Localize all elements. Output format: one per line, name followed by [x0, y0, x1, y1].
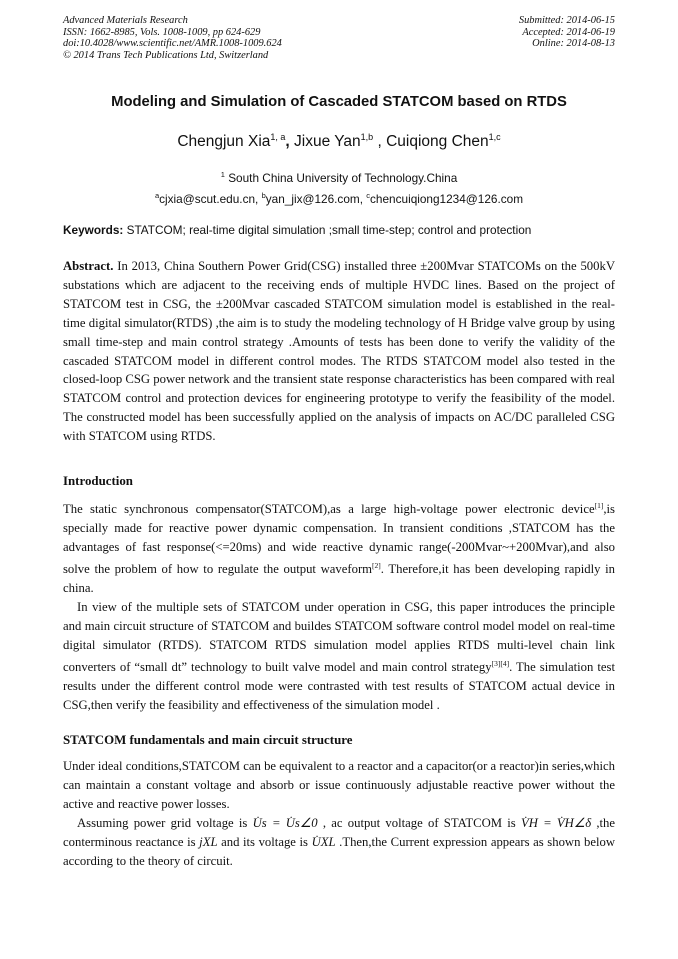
- equation-inline: U̇XL: [311, 834, 336, 849]
- section-heading-fundamentals: STATCOM fundamentals and main circuit structure: [63, 733, 353, 747]
- paper-title: Modeling and Simulation of Cascaded STATCOM based on RTDS: [111, 94, 567, 110]
- author-line: Chengjun Xia$^{1, a}$, Jixue Yan$^{1,b}$ , Cuiqiong Chen$^{1,c}$: [177, 132, 501, 151]
- keywords-text: STATCOM; real-time digital simulation ;small time-step; control and protection: [126, 223, 532, 237]
- keywords-line: [63, 223, 615, 237]
- paragraph: Under ideal conditions,STATCOM can be equivalent to a reactor and a capacitor(or a reactor)in series,which can maintain a constant voltage and absorb or issue continuously adjustable reactive power without the active and reactive power losses.: [63, 759, 615, 811]
- doi-line: doi:10.4028/www.scientific.net/AMR.1008-1009.624: [63, 38, 282, 50]
- citation-ref[interactable]: [1]: [594, 501, 604, 510]
- fundamentals-body: [63, 757, 615, 870]
- abstract-text: In 2013, China Southern Power Grid(CSG) installed three ±200Mvar STATCOMs on the 500kV substations which are adjacent to the receiving ends of multiple HVDC lines. Based on the project of STATCOM test in CSG, the ±200Mvar cascaded STATCOM simulation model is established in the real-time digital simulator(RTDS) ,the aim is to study the modeling technology of H Bridge valve group by using small time-step and main control strategy .Amounts of tests has been done to verify the validity of the cascaded STATCOM model in different control modes. The RTDS STATCOM model also tested in the closed-loop CSG power network and the transient state response characteristics has been compared with real STATCOM control and protection devices for engineering prototype to verify the feasibility of the model. The constructed model has been successfully applied on the analysis of impacts on AC/DC paralleled CSG with STATCOM using RTDS.: [63, 259, 615, 444]
- equation-inline: V̇H = V̇H∠δ: [520, 815, 592, 830]
- author-sup: 1, a: [270, 132, 286, 142]
- email-link[interactable]: chencuiqiong1234@126.com: [370, 191, 524, 206]
- submitted-date: Submitted: 2014-06-15: [518, 15, 615, 26]
- journal-info: [63, 15, 282, 61]
- abstract-block: [63, 257, 615, 446]
- copyright-line: © 2014 Trans Tech Publications Ltd, Switzerland: [63, 49, 269, 61]
- author-sup: 1,b: [360, 132, 374, 142]
- dates-info: [519, 15, 615, 50]
- author-name: Cuiqiong Chen: [386, 133, 489, 151]
- author-name: Jixue Yan: [294, 133, 361, 151]
- affiliation-name: South China University of Technology.China: [228, 170, 458, 185]
- journal-name: Advanced Materials Research: [63, 15, 188, 26]
- online-date: Online: 2014-08-13: [532, 38, 615, 50]
- email-line: $^a$cjxia@scut.edu.cn, $^b$yan_jix@126.com, $^c$chencuiqiong1234@126.com: [154, 190, 524, 206]
- equation-inline: U̇s = U̇s∠0: [252, 815, 318, 830]
- introduction-body: [63, 497, 615, 715]
- issn-line: ISSN: 1662-8985, Vols. 1008-1009, pp 624-629: [63, 26, 261, 38]
- author-name: Chengjun Xia: [177, 133, 271, 151]
- email-link[interactable]: yan_jix@126.com,: [265, 191, 363, 206]
- equation-inline: jXL: [199, 834, 218, 849]
- accepted-date: Accepted: 2014-06-19: [522, 26, 615, 38]
- email-link[interactable]: cjxia@scut.edu.cn,: [159, 191, 259, 206]
- affiliation-line: $^1$ South China University of Technology.China: [220, 170, 458, 185]
- paragraph: Assuming power grid voltage is U̇s = U̇s∠0 , ac output voltage of STATCOM is V̇H = V̇H∠δ ,the conterminous reactance is jXL and its voltage is U̇XL .Then,the Current expression appears as shown below according to the theory of circuit.: [63, 815, 616, 868]
- affiliation-block: [40, 166, 638, 208]
- keywords-label: Keywords:: [63, 223, 124, 237]
- paragraph: The static synchronous compensator(STATCOM),as a large high-voltage power electronic device[1],is specially made for reactive power dynamic compensation. In transient conditions ,STATCOM has the advantages of fast response(<=20ms) and wide reactive dynamic range(-200Mvar~+200Mvar),and also solve the problem of how to regulate the output waveform[2]. Therefore,it has been developing rapidly in china.: [63, 501, 615, 596]
- abstract-label: Abstract.: [63, 259, 114, 273]
- paragraph: In view of the multiple sets of STATCOM under operation in CSG, this paper introduces the principle and main circuit structure of STATCOM and buildes STATCOM software control model model on real-time digital simulator (RTDS). STATCOM RTDS simulation model applies RTDS multi-level chain link converters of “small dt” technology to built valve model and main control strategy[3][4]. The simulation test results under the different control mode were contrasted with test results of STATCOM actual device in CSG,then verify the feasibility and effectiveness of the simulation model .: [63, 600, 615, 712]
- citation-ref[interactable]: [2]: [372, 560, 381, 570]
- section-heading-introduction: Introduction: [63, 474, 133, 488]
- author-sup: 1,c: [488, 132, 501, 142]
- citation-ref[interactable]: [3][4]: [491, 658, 510, 668]
